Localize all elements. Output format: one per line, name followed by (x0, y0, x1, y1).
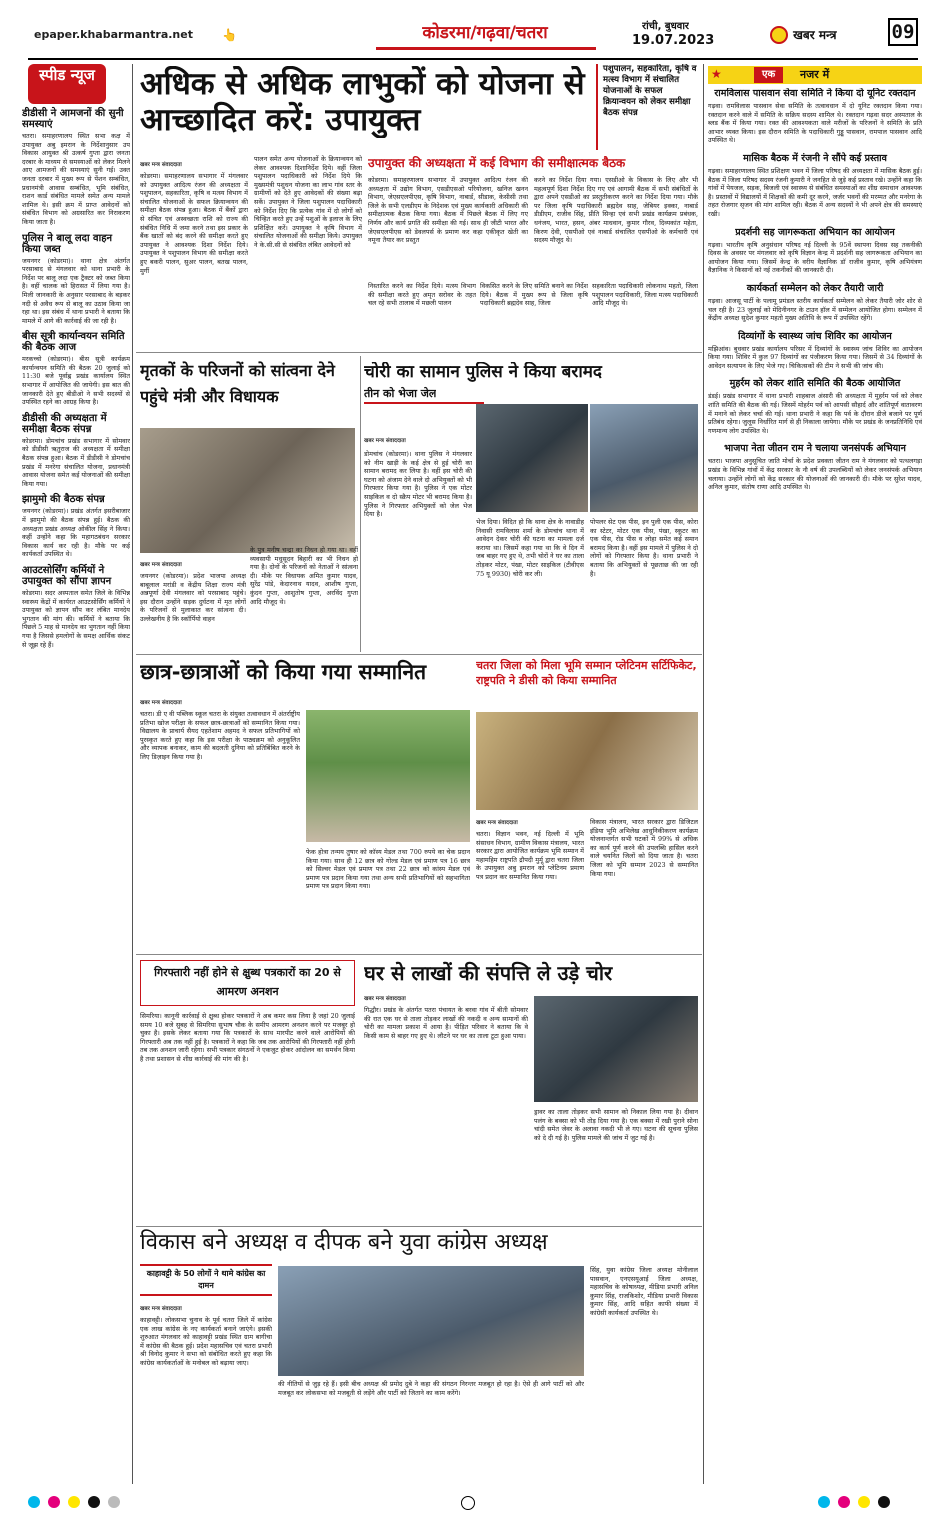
platinum-col-1: चतरा। विज्ञान भवन, नई दिल्ली में भूमि संसाधन विभाग, ग्रामीण विकास मंत्रालय, भारत सरकार द्वारा आयोजित कार्यक्रम भूमि सम्मान में महामहिम राष्ट्रपति द्रौपदी मुर्मू द्वारा चतरा जिला के उपायुक्त अबु इमरान को प्लेटिनम प्रमाण पत्र प्रदान कर सम्मानित किया गया। (476, 830, 584, 881)
banner-tag: एक (754, 67, 783, 83)
right-news-item (708, 331, 922, 371)
right-news-title: भाजपा नेता जीतन राम ने चलाया जनसंपर्क अभियान (724, 443, 906, 455)
speed-news-title: डीडीसी ने आमजनों की सुनी समस्याएं (22, 108, 124, 130)
lead-sub-col-2: करने का निर्देश दिया गया। एसडीओ के विकास के लिए और भी महत्वपूर्ण दिशा निर्देश दिए गए एवं आगामी बैठक में सभी संबंधितों के द्वारा अपने एसडीओ का प्रस्तुतीकरण करने का निर्देश दिया गया। मौके पर जिला कृषि पदाधिकारी ब्रह्मदेव साह, जेबियर इक्का, नाबार्ड डीडीएम, राजीव सिंह, प्रीति सिन्हा एवं सभी प्रखंड कार्यक्रम प्रबंधक, धनंजय, भारत, हसन, अंबर माधवान, कुमार गौरव, दिव्यकांत महेता, किरण देवी, एसपीओ एवं नाबार्ड संचालित एसपीओ के कर्मचारी एवं सदस्य मौजूद थे। (534, 176, 698, 245)
condolence-col-1: जयनगर (कोडरमा)। प्रदेश भाजपा अध्यक्ष बाबूलाल मरांडी व केंद्रीय शिक्षा राज्य मंत्री अन्नपूर्णा देवी मंगलवार को परसाबाद पहुंचे। इस दौरान उन्होंने सड़क दुर्घटना में मृत लोगों के परिजनों से मुलाकात कर सांत्वना दी। उल्लेखनीय है कि स्कॉर्पियो वाहन (140, 572, 246, 623)
theft-subhead-rule (364, 402, 484, 404)
star-icon: ★ (711, 67, 722, 81)
lead-byline: खबर मन्त्र संवाददाता (140, 162, 182, 168)
speed-news-body: मरकच्चो (कोडरमा)। बीस सूत्री कार्यक्रम कार्यान्वयन समिति की बैठक 20 जुलाई को 11:30 बजे पूर्वाह्न प्रखंड कार्यालय स्थित सभागार में आयोजित की जायेगी। इस बात की जानकारी देते हुए बीडीओ ने सभी सदस्यों से उपस्थित रहने का आग्रह किया है। (22, 355, 130, 407)
cursor-icon: 👆 (222, 28, 237, 42)
speed-news-item (22, 565, 130, 649)
right-news-body: मझिआंव। बुधवार प्रखंड कार्यालय परिसर में दिव्यांगों के स्वास्थ्य जांच शिविर का आयोजन किया गया। शिविर में कुल 97 दिव्यांगों का पंजीकरण किया गया। जिसमें से 34 दिव्यांगों के आवेदन सत्यापन के लिए भेजे गए। चिकित्सकों की टीम ने सभी की जांच की। (708, 344, 922, 370)
section-title: कोडरमा/गढ़वा/चतरा (422, 23, 548, 43)
banner-title: नजर में (800, 68, 830, 81)
right-news-title: रामविलास पासवान सेवा समिति ने किया दो यूनिट रक्तदान (714, 88, 916, 99)
burglary-byline: खबर मन्त्र संवाददाता (364, 996, 406, 1002)
brand-name: खबर मन्त्र (793, 28, 837, 42)
congress-col-1: काहावट्टी। लोकसभा चुनाव के पूर्व चतरा जिले में कांग्रेस एक लाख कांग्रेस के नए कार्यकर्ता बनाने जाएंगे। इसकी शुरुआत मंगलवार को काहावट्टी प्रखंड स्थित ग्राम बागीचा में कांग्रेस की बैठक हुई। प्रदेश महासचिव एवं चतरा प्रभारी श्री विनोद कुमार ने सभा को संबोधित करते हुए कहा कि कांग्रेस कार्यकर्ताओं के मनोबल को बढ़ाया जाए। (140, 1316, 272, 1367)
theft-col-1: डोमचांच (कोडरमा)। थाना पुलिस ने मंगलवार को नीम खाड़ी के कई क्षेत्र से हुई चोरी का सामान बरामद कर लिया है। वहीं इस चोरी की घटना को अंजाम देने वाले दो अभियुक्तों को भी गिरफ्तार किया गया है। पुलिस ने एक मोटर साइकिल व दो स्क्रैप मोटर भी बरामद किया है। पुलिस ने गिरफ्तार अभियुक्तों को जेल भेज दिया है। (364, 450, 472, 519)
masthead (0, 0, 945, 60)
platinum-headline-box (476, 658, 698, 708)
speed-news-body: जयनगर (कोडरमा)। थाना क्षेत्र अंतर्गत परसाबाद से मंगलवार को थाना प्रभारी के निर्देश पर बालू लदा एक ट्रैक्टर को जब्त किया है। वहीं चालक को हिरासत में लिया गया है। मिली जानकारी के अनुसार परसाबाद के बड़कर नदी से अवैध रूप से बालू का उठाव किया जा रहा था। इस संबंध में थाना प्रभारी ने बताया कि मामले में आगे की कार्रवाई की जा रही है। (22, 256, 130, 325)
right-news-item (708, 443, 922, 491)
lead-col-2: पालन समेत अन्य योजनाओं के क्रियान्वयन को लेकर आवश्यक दिशानिर्देश दिये। वहीं जिला पशुपालन पदाधिकारी को निर्देश दिये कि मुख्यमंत्री पशुधन योजना का लाभ गांव स्तर के ग्रामीणों को देते हुए आवेदकों की संख्या बढ़ा सकें। उपायुक्त ने जिला पशुपालन पदाधिकारी को निर्देश दिए कि प्रत्येक गांव में दो लोगों को चिन्हित करते हुए उन्हें पशुओं के इलाज के लिए प्रशिक्षित करें। उपायुक्त ने कृषि विभाग में संचालित योजनाओं की समीक्षा किये। उपायुक्त ने के.सी.सी से संबंधित लंबित आवेदनों को (254, 155, 362, 249)
lead-sub-col-1: कोडरमा। समाहरणालय सभागार में उपायुक्त आदित्य रंजन की अध्यक्षता में उद्योग विभाग, एसडीएसओ परियोजना, खनिज खनन विभाग, जेएसएलपीएस, कृषि विभाग, नाबार्ड, सीडाक, केसीसी तथा जिले के सभी एलडीएम के निदेशक एवं मुख्य कार्यकारी अधिकारी की समीक्षात्मक बैठक किया गया। बैठक में पिछले बैठक में लिए गए निर्णय और कार्य प्रगति की समीक्षा की गई। साथ ही जीटी भारत और जेएसएलपीएस को डेवलपर्स के प्रमाण कर कहा एकीकृत खेती का नमूना तैयार कर प्रस्तुत (368, 176, 528, 245)
platinum-headline: चतरा जिला को मिला भूमि सम्मान प्लेटिनम सर्टिफिकेट, राष्ट्रपति ने डीसी को किया सम्मानित (476, 659, 697, 687)
speed-news-body: चतरा। समाहरणालय स्थित सभा कक्ष में उपायुक्त अबु इमरान के निर्देशानुसार उप विकास आयुक्त श्री उत्कर्ष गुप्ता द्वारा जनता दरबार के माध्यम से समस्याओं को लेकर मिलने आए आमजनों की समस्याएं सुनी गई। उक्त जनता दरबार में मुख्य रूप से पेंशन सम्बंधित, प्रधानमंत्री आवास सम्बंधित, भूमि संबंधित, राशन कार्ड संबंधित मामले समेत अन्य मामले शामिल थे। इसी क्रम में प्राप्त आवेदनों को संबंधित विभाग को अग्रसारित कर निराकरण किया जाता है। (22, 132, 130, 226)
right-news-title: दिव्यांगों के स्वास्थ्य जांच शिविर का आयोजन (738, 330, 892, 342)
right-news-title: कार्यकर्ता सम्मेलन को लेकर तैयारी जारी (746, 282, 884, 294)
lead-deck: पशुपालन, सहकारिता, कृषि व मत्स्य विभाग में संचालित योजनाओं के सफल क्रियान्वयन को लेकर समीक्षा बैठक संपन्न (596, 64, 698, 150)
congress-subhead: काहावट्टी के 50 लोगों ने थामे कांग्रेस का दामन (146, 1269, 266, 1290)
honor-col-1: चतरा। डी ए वी पब्लिक स्कूल चतरा के संयुक्त तत्वावधान में अंतर्राष्ट्रीय प्रतिभा खोज परीक्षा के सफल छात्र-छात्राओं को सम्मानित किया गया। विद्यालय के प्राचार्य सैयद एहतेशाम अहमद ने सफल प्रतिभागियों को पुरस्कृत करते हुए कहा कि इस परीक्षा के पाठ्यक्रम को अनुकूलित और व्यापक बनाकर, काम की बदलती दुनिया को प्रतिबिंबित करने के लिए डिज़ाइन किया गया है। (140, 710, 300, 761)
right-news-body: डंडई। प्रखंड सभागार में थाना प्रभारी शाहबाज अंसारी की अध्यक्षता में मुहर्रम पर्व को लेकर शांति समिति की बैठक की गई। जिसमें मोहर्रम पर्व को आपसी सौहार्द और शांतिपूर्ण वातावरण में मनाने को लेकर चर्चा की गई। थाना प्रभारी ने कहा कि पर्व के दौरान डीजे बजाने पर पूर्ण प्रतिबंध रहेगा। जुलूस निर्धारित मार्ग से ही निकाला जायेगा। मौके पर प्रखंड के जनप्रतिनिधि एवं गणमान्य लोग उपस्थित थे। (708, 392, 922, 435)
honor-col-2: फेक होत्रा तन्मय तुषार को कॉस्य मेडल तथा 700 रुपये का चेक प्रदान किया गया। साथ ही 12 छात्र को गोल्ड मेडल एवं प्रमाण पत्र 16 छात्र को सिल्वर मेडल एवं प्रमाण पत्र तथा 22 छात्र को कांस्य मेडल एवं प्रमाण पत्र प्रदान किया गया तथा अन्य सभी प्रतिभागियों को सहभागिता प्रमाण पत्र प्रदान किया गया। (306, 848, 470, 891)
congress-col-2: की नीतियों से जुड़ रहे हैं। इसी बीच अध्यक्ष श्री प्रमोद दुबे ने कहा की संगठन निरन्तर मजबूत हो रहा है। ऐसे ही आगे पार्टी को और मजबूत कर लोकसभा को मजबूती से लड़ेंगे और पार्टी को जिताने का काम करेंगे। (278, 1380, 584, 1397)
theft-subhead: तीन को भेजा जेल (364, 387, 437, 400)
mid-divider-1 (136, 654, 702, 655)
lead-tail-col-3: सहकारिता पदाधिकारी लोकनाथ महतो, जिला पशुपालन पदाधिकारी, जिला मत्स्य पदाधिकारी आदि मौजूद थे। (592, 282, 698, 308)
speed-news-body: कोडरमा। डोमचांच प्रखंड सभागार में सोमवार को डीडीसी ऋतुराज की अध्यक्षता में समीक्षा बैठक संपन्न हुआ। बैठक में डीडीसी ने डोमचांच प्रखंड में मनरेगा संचालित योजना, प्रधानमंत्री आवास योजना समेत कई योजनाओं की समीक्षा किया गया। (22, 436, 130, 488)
speed-news-body: कोडरमा। सदर अस्पताल समेत जिले के विभिन्न स्वास्थ्य केंद्रों में कार्यरत आउटसोर्सिंग कर्मियों ने उपायुक्त को ज्ञापन सौंप कर लंबित मानदेय भुगतान की मांग की। कर्मियों ने बताया कि पिछले 5 माह से मानदेय का भुगतान नहीं किया गया है जिससे हमलोगों के समक्ष आर्थिक संकट से जूझ रहे हैं। (22, 588, 130, 649)
right-news-body: गढ़वा। आजसू पार्टी के पलामू प्रमंडल स्तरीय कार्यकर्ता सम्मेलन को लेकर तैयारी जोर शोर से चल रही है। 23 जुलाई को मेदिनीनगर के टाउन हॉल में सम्मेलन आयोजित होगा। सम्मेलन में केंद्रीय अध्यक्ष सुदेश कुमार महतो मुख्य अतिथि के रूप में उपस्थित रहेंगे। (708, 296, 922, 323)
platinum-byline: खबर मन्त्र संवाददाता (476, 820, 518, 826)
right-news-item (708, 227, 922, 275)
condolence-headline: मृतकों के परिजनों को सांत्वना देने पहुंचे मंत्री और विधायक (140, 361, 335, 406)
condolence-theft-divider (360, 356, 361, 652)
lead-col-1: कोडरमा। समाहरणालय सभागार में मंगलवार को उपायुक्त आदित्य रंजन की अध्यक्षता में पशुपालन, सहकारिता, कृषि व मत्स्य विभाग में संचालित योजनाओं के सफल क्रियान्वयन की समीक्षा बैठक संपन्न हुआ। बैठक में बैंकों द्वारा से संचित एवं अस्वच्छता राशि को राज्य की संबंधित निधि में जमा करने तथा इस प्रकार के बैंक खातों को बंद करने की समीक्षा करते हुए उपायुक्त ने आवश्यक दिशा निर्देश दिये। उपायुक्त ने पशुपालन विभाग की समीक्षा करते हुए बकरी पालन, सुअर पालन, बतख पालन, मुर्गी (140, 172, 248, 275)
speed-news-item (22, 494, 130, 559)
speed-news-list (22, 108, 130, 649)
lead-headline: अधिक से अधिक लाभुकों को योजना से आच्छादित करें: उपायुक्त (140, 66, 585, 138)
brand-logo (770, 24, 870, 46)
honor-byline: खबर मन्त्र संवाददाता (140, 700, 182, 706)
speed-news-column (22, 64, 130, 1484)
congress-headline: विकास बने अध्यक्ष व दीपक बने युवा कांग्रेस अध्यक्ष (140, 1230, 548, 1255)
left-col-divider (132, 64, 133, 1484)
honor-headline: छात्र-छात्राओं को किया गया सम्मानित (140, 660, 427, 684)
lead-divider (136, 352, 702, 353)
journalist-headline: गिरफ्तारी नहीं होने से क्षुब्ध पत्रकारों का 20 से आमरण अनशन (154, 966, 341, 998)
condolence-photo (140, 428, 355, 553)
theft-photo-1 (476, 404, 588, 512)
speed-news-title: बीस सूत्री कार्यान्वयन समिति की बैठक आज (22, 331, 125, 354)
right-news-list (708, 88, 922, 1484)
speed-news-body: जयनगर (कोडरमा)। प्रखंड अंतर्गत इसरीबाजार में झामुमो की बैठक संपन्न हुई। बैठक की अध्यक्षता प्रखंड अध्यक्ष ओकील सिंह ने किया। कहीं उन्होंने कहा कि महागठबंधन सरकार विकास कार्य कर रही है। मौके पर कई कार्यकर्ता उपस्थित थे। (22, 507, 130, 559)
right-news-title: प्रदर्शनी सह जागरूकता अभियान का आयोजन (735, 226, 895, 238)
congress-byline: खबर मन्त्र संवाददाता (140, 1306, 182, 1312)
right-news-item (708, 283, 922, 323)
theft-photo-2 (590, 404, 698, 512)
condolence-col-2: के पुत्र मनीष चन्द्रा का निधन हो गया था। वहीं व्यवसायी मधुसूदन बिहारी का भी निधन हो गया है। दोनों के परिजनों को नेताओं ने सांत्वना दी। मौके पर विधायक अमित कुमार यादव, सुरेंद्र पांडे, केदारनाथ यादव, आशीष गुप्ता, कुंदन गुप्ता, आशुतोष गुप्ता, अरविंद गुप्ता आदि मौजूद थे। (250, 546, 358, 606)
brand-icon (770, 26, 788, 44)
dateline-place: रांची, बुधवार (642, 21, 690, 32)
right-col-divider (703, 64, 704, 1484)
platinum-photo (476, 712, 698, 810)
right-news-item (708, 88, 922, 145)
speed-news-title: झामुमो की बैठक संपन्न (22, 494, 105, 506)
right-news-body: गढ़वा। भारतीय कृषि अनुसंधान परिषद नई दिल्ली के 95वें स्थापना दिवस सह तकनीकी दिवस के अवसर पर मंगलवार को कृषि विज्ञान केन्द्र में प्रदर्शनी सह जागरूकता अभियान का आयोजन किया गया। जिसमें केन्द्र के वरीय वैज्ञानिक डॉ राजीव कुमार, कृषि अभियंत्रण वैज्ञानिक ने किसानों को नई तकनीकों की जानकारी दी। (708, 240, 922, 275)
congress-col-3: सिंह, युवा कांग्रेस जिला अध्यक्ष मोनीलाल पासवान, एनएसयूआई जिला अध्यक्ष, महासचिव के कोषाध्यक्ष, मीडिया प्रभारी अनिल कुमार सिंह, राजकिशोर, मीडिया प्रभारी विकास कुमार सिंह, आदि सहित काफी संख्या में कांग्रेसी कार्यकर्ता उपस्थित थे। (590, 1266, 698, 1317)
burglary-headline: घर से लाखों की संपत्ति ले उड़े चोर (364, 961, 613, 985)
theft-byline: खबर मन्त्र संवाददाता (364, 438, 406, 444)
right-news-body: गढ़वा। समाहरणालय स्थित प्रशिक्षण भवन में जिला परिषद की अध्यक्षता में मासिक बैठक हुई। बैठक में जिला परिषद सदस्य रंजनी कुमारी ने जनहित से जुड़े कई प्रस्ताव रखे। उन्होंने कहा कि गांवों में पेयजल, सड़क, बिजली एवं स्वास्थ्य से संबंधित समस्याओं का शीघ्र समाधान आवश्यक है। प्रस्तावों में विद्यालयों में शिक्षकों की कमी दूर करने, जर्जर भवनों की मरम्मत और मनरेगा के तहत रोजगार सृजन की मांग शामिल रही। बैठक में अन्य सदस्यों ने भी अपने क्षेत्र की समस्याएं रखी। (708, 166, 922, 218)
speed-news-title: आउटसोर्सिंग कर्मियों ने उपायुक्त को सौंपा ज्ञापन (22, 564, 112, 587)
color-dots-right (818, 1496, 918, 1510)
burglary-col-1: गिद्धौर। प्रखंड के अंतर्गत पतरा पंचायत के बरवा गांव में बीती सोमवार की रात एक घर से ताला तोड़कर लाखों की नकदी व अन्य सामानों की चोरी का मामला प्रकाश में आया है। पीड़ित परिवार ने बताया कि वे किसी काम से बाहर गए हुए थे। लौटने पर घर का ताला टूटा हुआ पाया। (364, 1006, 528, 1040)
lead-sub-headline: उपायुक्त की अध्यक्षता में कई विभाग की समीक्षात्मक बैठक (368, 156, 626, 170)
registration-mark-icon (461, 1496, 475, 1510)
mid-divider-2 (136, 954, 702, 955)
congress-subhead-box (140, 1264, 272, 1296)
burglary-col-2: ड्रावर का ताला तोड़कर सभी सामान को निकाल लिया गया है। दीवान पलंग के बक्सा को भी तोड़ दिया गया है। एक बक्सा में रखी पुराने सोना चांदी समेत जेवर के अलावा नकदी भी ले गए। घटना की सूचना पुलिस को दे दी गई है। पुलिस मामले की जांच में जुट गई है। (534, 1108, 698, 1142)
dateline-date: 19.07.2023 (632, 33, 715, 48)
burglary-photo (534, 996, 698, 1102)
speed-news-item (22, 233, 130, 326)
congress-photo (278, 1266, 584, 1376)
page-number: 09 (888, 18, 918, 46)
speed-news-item (22, 413, 130, 489)
right-news-title: मासिक बैठक में रंजनी ने सौंपे कई प्रस्ताव (743, 152, 887, 164)
speed-news-title: पुलिस ने बालू लदा वाहन किया जब्त (22, 232, 113, 255)
speed-news-title: डीडीसी की अध्यक्षता में समीक्षा बैठक संपन्न (22, 412, 107, 435)
speed-news-item (22, 331, 130, 407)
platinum-col-2: विकास मंत्रालय, भारत सरकार द्वारा डिजिटल इंडिया भूमि अभिलेख आधुनिकीकरण कार्यक्रम योजनान्तर्गत सभी घटकों में 99% से अधिक का कार्य पूर्ण करने की उपलब्धि हासिल करने वाले चयनित जिलों को दिया जाता है। चतरा जिला को भूमि सम्मान 2023 से सम्मानित किया गया। (590, 818, 698, 878)
epaper-url[interactable]: epaper.khabarmantra.net (34, 28, 193, 41)
theft-col-2: भेज दिया। विदित हो कि थाना क्षेत्र के नावाडीह निवासी रामविलास शर्मा के डोमचांच थाना में आवेदन देकर चोरी की घटना का मामला दर्ज कराया था। जिसमें कहा गया था कि वे दिन में जब बाहर गए हुए थे, तभी चोरों ने घर का ताला तोड़कर मोटर, पंखा, मोटर साइकिल (टीवीएस 75 यू 9930) चोरी कर ली। (476, 518, 584, 578)
right-news-title: मुहर्रम को लेकर शांति समिति की बैठक आयोजित (729, 378, 901, 390)
speed-news-logo: स्पीड न्यूज (28, 64, 106, 104)
right-news-body: गढ़वा। रामविलास पासवान सेवा समिति के तत्वावधान में दो यूनिट रक्तदान किया गया। रक्तदान करने वाले में समिति के सक्रिय सदस्य शामिल थे। रक्तदान गढ़वा सदर अस्पताल के ब्लड बैंक में किया गया। रक्त की आवश्यकता वाले मरीजों के परिजनों ने समिति के प्रति आभार व्यक्त किया। इस दौरान समिति के पदाधिकारी गुड्डू पासवान, रामपाल पासवान आदि उपस्थित थे। (708, 102, 922, 145)
right-news-body: चतरा। भाजपा अनुसूचित जाति मोर्चा के प्रदेश प्रवक्ता जीतन राम ने मंगलवार को पत्थलगड़ा प्रखंड के विभिन्न गांवों में केंद्र सरकार के नौ वर्ष की उपलब्धियों को लेकर जनसंपर्क अभियान चलाया। उन्होंने लोगों को केंद्र सरकार की योजनाओं की जानकारी दी। मौके पर सुरेश यादव, अनिल कुमार, संतोष राणा आदि उपस्थित थे। (708, 457, 922, 492)
masthead-rule (28, 58, 918, 60)
lead-tail-col-1: निस्तारित करने का निर्देश दिये। मत्स्य विभाग की समीक्षा करते हुए अमृत सरोवर के तहत चल रहे सभी तालाब में मछली पालन (368, 282, 476, 308)
lead-tail-col-2: विकसित करने के लिए समिति बनाने का निर्देश दिये। बैठक में मुख्य रूप से जिला कृषि पदाधिकारी ब्रह्मदेव साह, जिला (480, 282, 588, 308)
theft-col-3: पोपलर सेट एक पीस, इन पुली एक पीस, कोरा का स्टेटर, मोटर एक पीस, पंखा, स्कूटर का एक पीस, रोड पीस व लोहा समेत कई समान बरामद किया है। वहीं इस मामले में पुलिस ने दो लोगों को गिरफ्तार किया है। थाना प्रभारी ने बताया कि अभियुक्तों से पूछताछ की जा रही है। (590, 518, 698, 578)
color-dots-left (28, 1496, 228, 1510)
footer-marks (28, 1496, 918, 1510)
speed-news-item (22, 108, 130, 227)
journalist-body: सिमरिया। कानूनी कार्रवाई से क्षुब्ध होकर पत्रकारों ने अब कमर कस लिया है जहां 20 जुलाई समय 10 बजे सुबह से सिमरिया सुभाष चौक के समीप आमरण अनशन करने पर मजबूर हो चुका है। इसके लेकर बताया गया कि पत्रकारों के साथ मारपीट करने वाले आरोपियों की गिरफ्तारी अब तक नहीं हुई है। पत्रकारों ने कहा कि जब तक आरोपियों की गिरफ्तारी नहीं होगी तब तक अनशन जारी रहेगा। सभी पत्रकार संगठनों ने एकजुट होकर आंदोलन का समर्थन किया है तथा प्रशासन से शीघ्र कार्रवाई की मांग की है। (140, 1012, 355, 1063)
honor-photo (306, 710, 470, 842)
mid-divider-3 (136, 1226, 702, 1227)
theft-headline: चोरी का सामान पुलिस ने किया बरामद (364, 362, 602, 382)
right-news-item (708, 153, 922, 219)
right-news-item (708, 378, 922, 435)
journalist-headline-box (140, 960, 355, 1006)
condolence-byline: खबर मन्त्र संवाददाता (140, 562, 182, 568)
masthead-accent (376, 47, 596, 50)
ek-nazar-banner (708, 66, 922, 84)
